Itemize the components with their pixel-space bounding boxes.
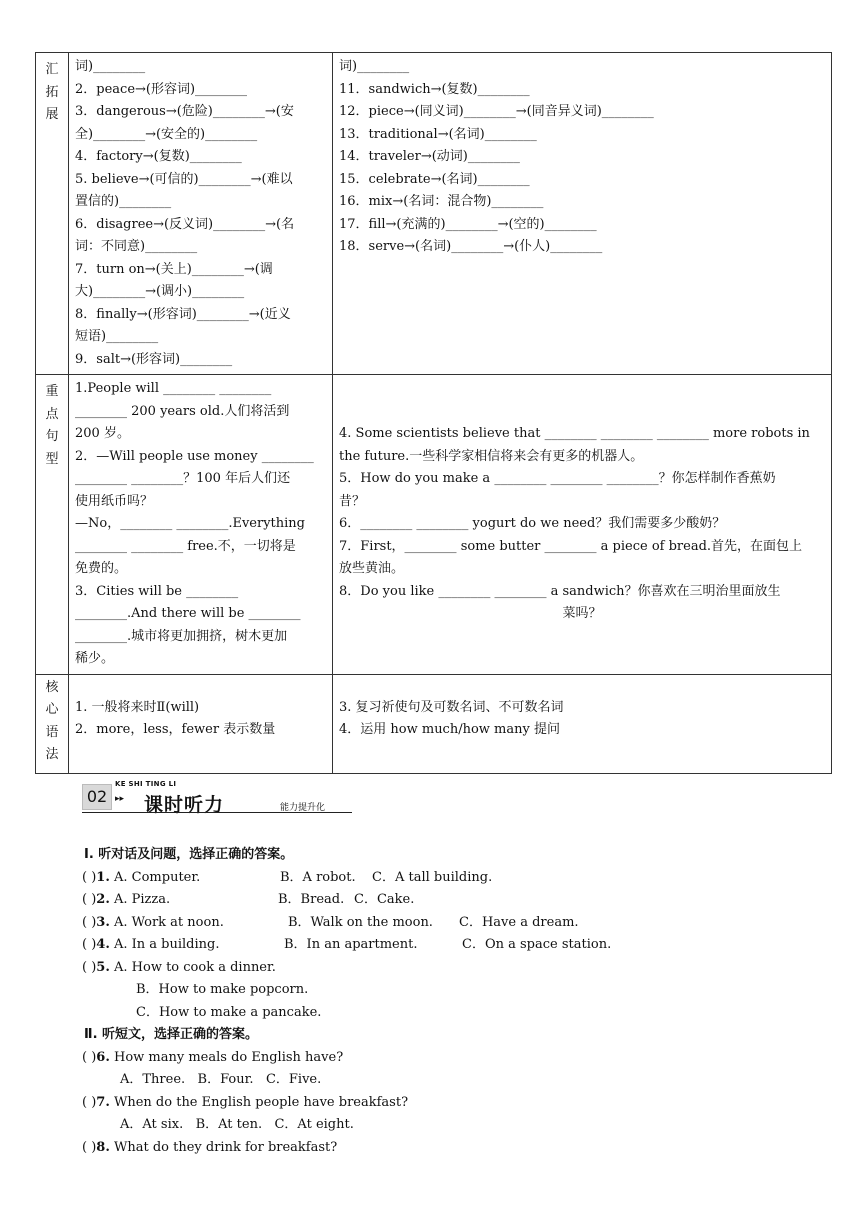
option-b: B．A robot. [280, 870, 356, 885]
question-number: 1. [96, 870, 110, 885]
row-core-grammar [36, 674, 832, 773]
sentence-line: 昔？ [339, 493, 366, 509]
summary-table [35, 52, 832, 774]
question-8 [82, 1137, 337, 1159]
question-5 [82, 957, 276, 979]
option-c: C．Cake. [354, 892, 415, 907]
grammar-item: 2．more，less，fewer 表示数量 [75, 722, 276, 737]
sentence-line: ________.城市将更加拥挤，树木更加 [75, 628, 288, 644]
option-c: C．Have a dream. [459, 915, 579, 930]
vocab-item: 16．mix→(名词：混合物)________ [339, 194, 544, 209]
sentence-line: 1.People will ________ ________ [75, 381, 272, 396]
header-char: 型 [45, 451, 59, 467]
question-number: 5. [96, 960, 110, 975]
section-header [82, 782, 352, 814]
question-6 [82, 1047, 343, 1069]
sentence-line: ________ 200 years old.人们将活到 [75, 403, 290, 419]
option-a: A. Pizza. [114, 892, 171, 907]
option-c: C．How to make a pancake. [136, 1005, 322, 1020]
sentence-line: 2．—Will people use money ________ [75, 448, 314, 464]
vocab-item: 5. believe→(可信的)________→(难以 [75, 171, 293, 187]
sentence-line: ________ ________？100 年后人们还 [75, 471, 291, 486]
option-c: C．A tall building. [372, 870, 493, 885]
row-vocab-expansion [36, 53, 832, 375]
section-title: 课时听力 [144, 794, 225, 816]
sentence-line: 稀少。 [75, 651, 115, 666]
sentences-right-cell [333, 375, 832, 675]
header-char: 展 [45, 107, 59, 122]
option-a: A. Computer. [114, 870, 201, 885]
answer-bracket[interactable]: ( ) [82, 1050, 97, 1065]
question-4 [82, 934, 220, 956]
vocab-item: 7．turn on→(关上)________→(调 [75, 261, 273, 277]
header-char: 汇 [45, 62, 59, 77]
option-c: C．On a space station. [462, 937, 612, 952]
part-one-heading: Ⅰ. 听对话及问题，选择正确的答案。 [84, 847, 294, 862]
vocab-item: 短语)________ [75, 329, 159, 344]
answer-bracket[interactable]: ( ) [82, 937, 97, 952]
vocab-left-cell [69, 53, 333, 375]
sentence-line: 免费的。 [75, 561, 128, 576]
vocab-item: 11．sandwich→(复数)________ [339, 81, 530, 97]
header-char: 句 [45, 429, 59, 444]
grammar-item: 4．运用 how much/how many 提问 [339, 722, 560, 737]
answer-bracket[interactable]: ( ) [82, 892, 97, 907]
sentence-line: 使用纸币吗？ [75, 493, 154, 509]
sentence-line: 200 岁。 [75, 426, 130, 441]
question-options: A．At six. B．At ten. C．At eight. [120, 1117, 354, 1132]
header-char: 心 [45, 702, 59, 717]
answer-bracket[interactable]: ( ) [82, 960, 97, 975]
vocab-item: 18．serve→(名词)________→(仆人)________ [339, 239, 603, 254]
sentence-line: ________.And there will be ________ [75, 606, 301, 621]
vocab-item: 14．traveler→(动词)________ [339, 149, 520, 164]
header-char: 语 [45, 724, 59, 740]
vocab-item: 13．traditional→(名词)________ [339, 126, 537, 142]
header-char: 点 [45, 406, 59, 422]
question-options: A．Three. B．Four. C．Five. [120, 1072, 322, 1087]
question-number: 7. [96, 1095, 110, 1110]
answer-bracket[interactable]: ( ) [82, 1095, 97, 1110]
section-subtitle: 能力提升化 [280, 803, 326, 813]
vocab-item: 6．disagree→(反义词)________→(名 [75, 216, 295, 232]
sentence-line: the future.一些科学家相信将来会有更多的机器人。 [339, 448, 644, 464]
question-1 [82, 867, 200, 889]
section-pinyin: KE SHI TING LI [115, 780, 177, 788]
row-key-sentences [36, 375, 832, 675]
sentence-line: 6．________ ________ yogurt do we need？我们需要多少酸奶？ [339, 516, 726, 531]
sentence-line: 8．Do you like ________ ________ a sandwich？你喜欢在三明治里面放生 [339, 583, 781, 599]
question-number: 3. [96, 915, 110, 930]
vocab-item: 大)________→(调小)________ [75, 284, 245, 299]
vocab-item: 词)________ [339, 59, 410, 74]
question-number: 4. [96, 937, 110, 952]
sentence-line: 放些黄油。 [339, 561, 405, 576]
sentence-line: 菜吗？ [562, 606, 602, 621]
sentence-line: —No，________ ________.Everything [75, 516, 306, 531]
grammar-left-cell [69, 674, 333, 773]
answer-bracket[interactable]: ( ) [82, 1140, 97, 1155]
vocab-item: 3．dangerous→(危险)________→(安 [75, 104, 294, 119]
option-a: A. How to cook a dinner. [114, 960, 276, 975]
header-char: 拓 [45, 84, 59, 100]
answer-bracket[interactable]: ( ) [82, 915, 97, 930]
vocab-item: 2．peace→(形容词)________ [75, 81, 248, 97]
header-char: 核 [45, 679, 59, 695]
vocab-item: 置信的)________ [75, 194, 172, 209]
answer-bracket[interactable]: ( ) [82, 870, 97, 885]
option-b: B．Bread. [278, 892, 345, 907]
question-7 [82, 1092, 408, 1114]
grammar-item: 3. 复习祈使句及可数名词、不可数名词 [339, 699, 564, 715]
vocab-item: 17．fill→(充满的)________→(空的)________ [339, 216, 597, 232]
question-number: 2. [96, 892, 110, 907]
sentence-line: 7．First，________ some butter ________ a piece of bread.首先，在面包上 [339, 538, 803, 554]
vocab-right-cell [333, 53, 832, 375]
vocab-item: 词：不同意)________ [75, 239, 198, 254]
question-2 [82, 889, 170, 911]
vocab-item: 4．factory→(复数)________ [75, 149, 242, 164]
part-two-heading: Ⅱ. 听短文，选择正确的答案。 [84, 1027, 259, 1042]
sentence-line: 4. Some scientists believe that ________ ________ ________ more robots in [339, 426, 810, 441]
question-number: 8. [96, 1140, 110, 1155]
vocab-item: 8．finally→(形容词)________→(近义 [75, 306, 291, 322]
question-number: 6. [96, 1050, 110, 1065]
question-3 [82, 912, 224, 934]
row-header-grammar [36, 674, 69, 773]
sentence-line: 5．How do you make a ________ ________ ________？你怎样制作香蕉奶 [339, 471, 776, 486]
sentence-line: ________ ________ free.不，一切将是 [75, 538, 296, 554]
vocab-item: 15．celebrate→(名词)________ [339, 171, 530, 187]
header-char: 法 [45, 747, 59, 762]
grammar-right-cell [333, 674, 832, 773]
row-header-vocab [36, 53, 69, 375]
grammar-item: 1. 一般将来时Ⅱ(will) [75, 699, 200, 715]
vocab-item: 12．piece→(同义词)________→(同音异义词)________ [339, 104, 654, 119]
option-b: B．In an apartment. [284, 937, 418, 952]
vocab-item: 词)________ [75, 59, 146, 74]
vocab-item: 全)________→(安全的)________ [75, 126, 258, 142]
sentences-left-cell [69, 375, 333, 675]
header-char: 重 [45, 384, 59, 399]
section-underline [82, 812, 352, 813]
question-stem: What do they drink for breakfast? [114, 1140, 338, 1155]
vocab-item: 9．salt→(形容词)________ [75, 351, 233, 367]
option-a: A. In a building. [114, 937, 220, 952]
section-number-badge: 02 [82, 784, 112, 810]
question-stem: When do the English people have breakfast? [114, 1095, 409, 1110]
option-a: A. Work at noon. [114, 915, 224, 930]
option-b: B．Walk on the moon. [288, 915, 433, 930]
double-arrow-icon: ▸▸ [115, 794, 125, 804]
question-stem: How many meals do English have? [114, 1050, 344, 1065]
row-header-sentences [36, 375, 69, 675]
sentence-line: 3．Cities will be ________ [75, 583, 239, 599]
option-b: B．How to make popcorn. [136, 982, 309, 997]
